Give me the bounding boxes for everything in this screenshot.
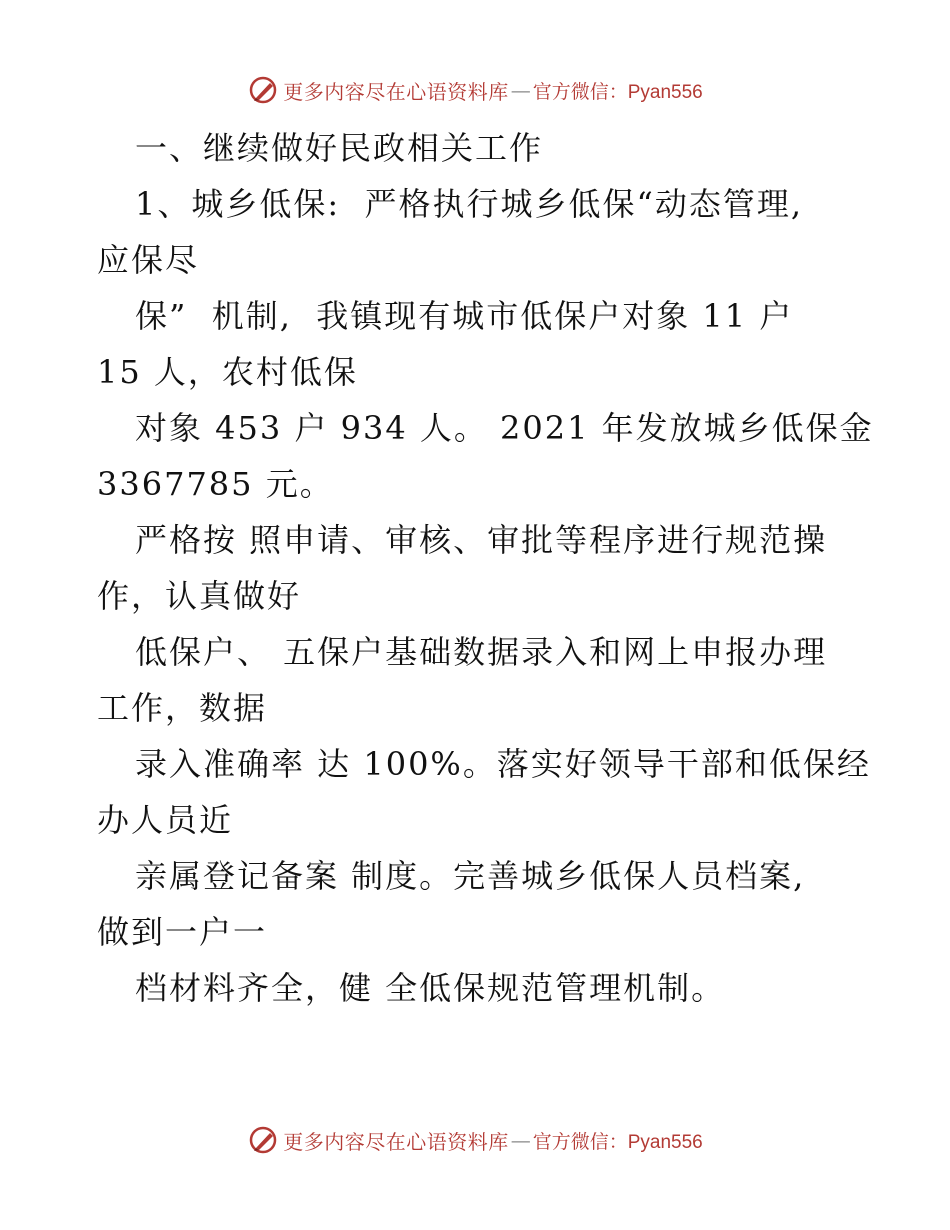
watermark-footer xyxy=(0,1124,950,1156)
text-line: 对象 453 户 934 人。 2021 年发放城乡低保金 xyxy=(135,409,874,447)
section-heading: 一、继续做好民政相关工作 xyxy=(135,129,544,167)
text-line: 1、城乡低保: 严格执行城乡低保“动态管理, xyxy=(135,185,804,223)
text-line: 严格按 照申请、审核、审批等程序进行规范操 xyxy=(135,521,828,559)
watermark-wechat: 官方微信：Pyan556 xyxy=(532,1131,703,1153)
text-line: 保” 机制, 我镇现有城市低保户对象 11 户 xyxy=(135,297,794,335)
watermark-separator: — xyxy=(510,78,531,102)
watermark-separator: — xyxy=(510,1128,531,1152)
watermark-header xyxy=(0,74,950,106)
text-line: 录入准确率 达 100%。落实好领导干部和低保经 xyxy=(135,745,871,783)
watermark-text: 更多内容尽在心语资料库 xyxy=(283,79,509,104)
pen-logo-icon xyxy=(247,1124,279,1156)
text-line: 15 人，农村低保 xyxy=(97,353,358,391)
text-line: 亲属登记备案 制度。完善城乡低保人员档案, xyxy=(135,857,806,895)
document-body xyxy=(97,120,877,1016)
text-line: 3367785 元。 xyxy=(97,465,334,503)
text-line: 应保尽 xyxy=(97,241,200,279)
text-line: 工作，数据 xyxy=(97,689,268,727)
text-line: 档材料齐全，健 全低保规范管理机制。 xyxy=(135,969,726,1007)
text-line: 做到一户一 xyxy=(97,913,268,951)
text-line: 低保户、 五保户基础数据录入和网上申报办理 xyxy=(135,633,828,671)
watermark-wechat: 官方微信：Pyan556 xyxy=(532,81,703,103)
watermark-text: 更多内容尽在心语资料库 xyxy=(283,1129,509,1154)
text-line: 办人员近 xyxy=(97,801,234,839)
text-line: 作，认真做好 xyxy=(97,577,302,615)
pen-logo-icon xyxy=(247,74,279,106)
